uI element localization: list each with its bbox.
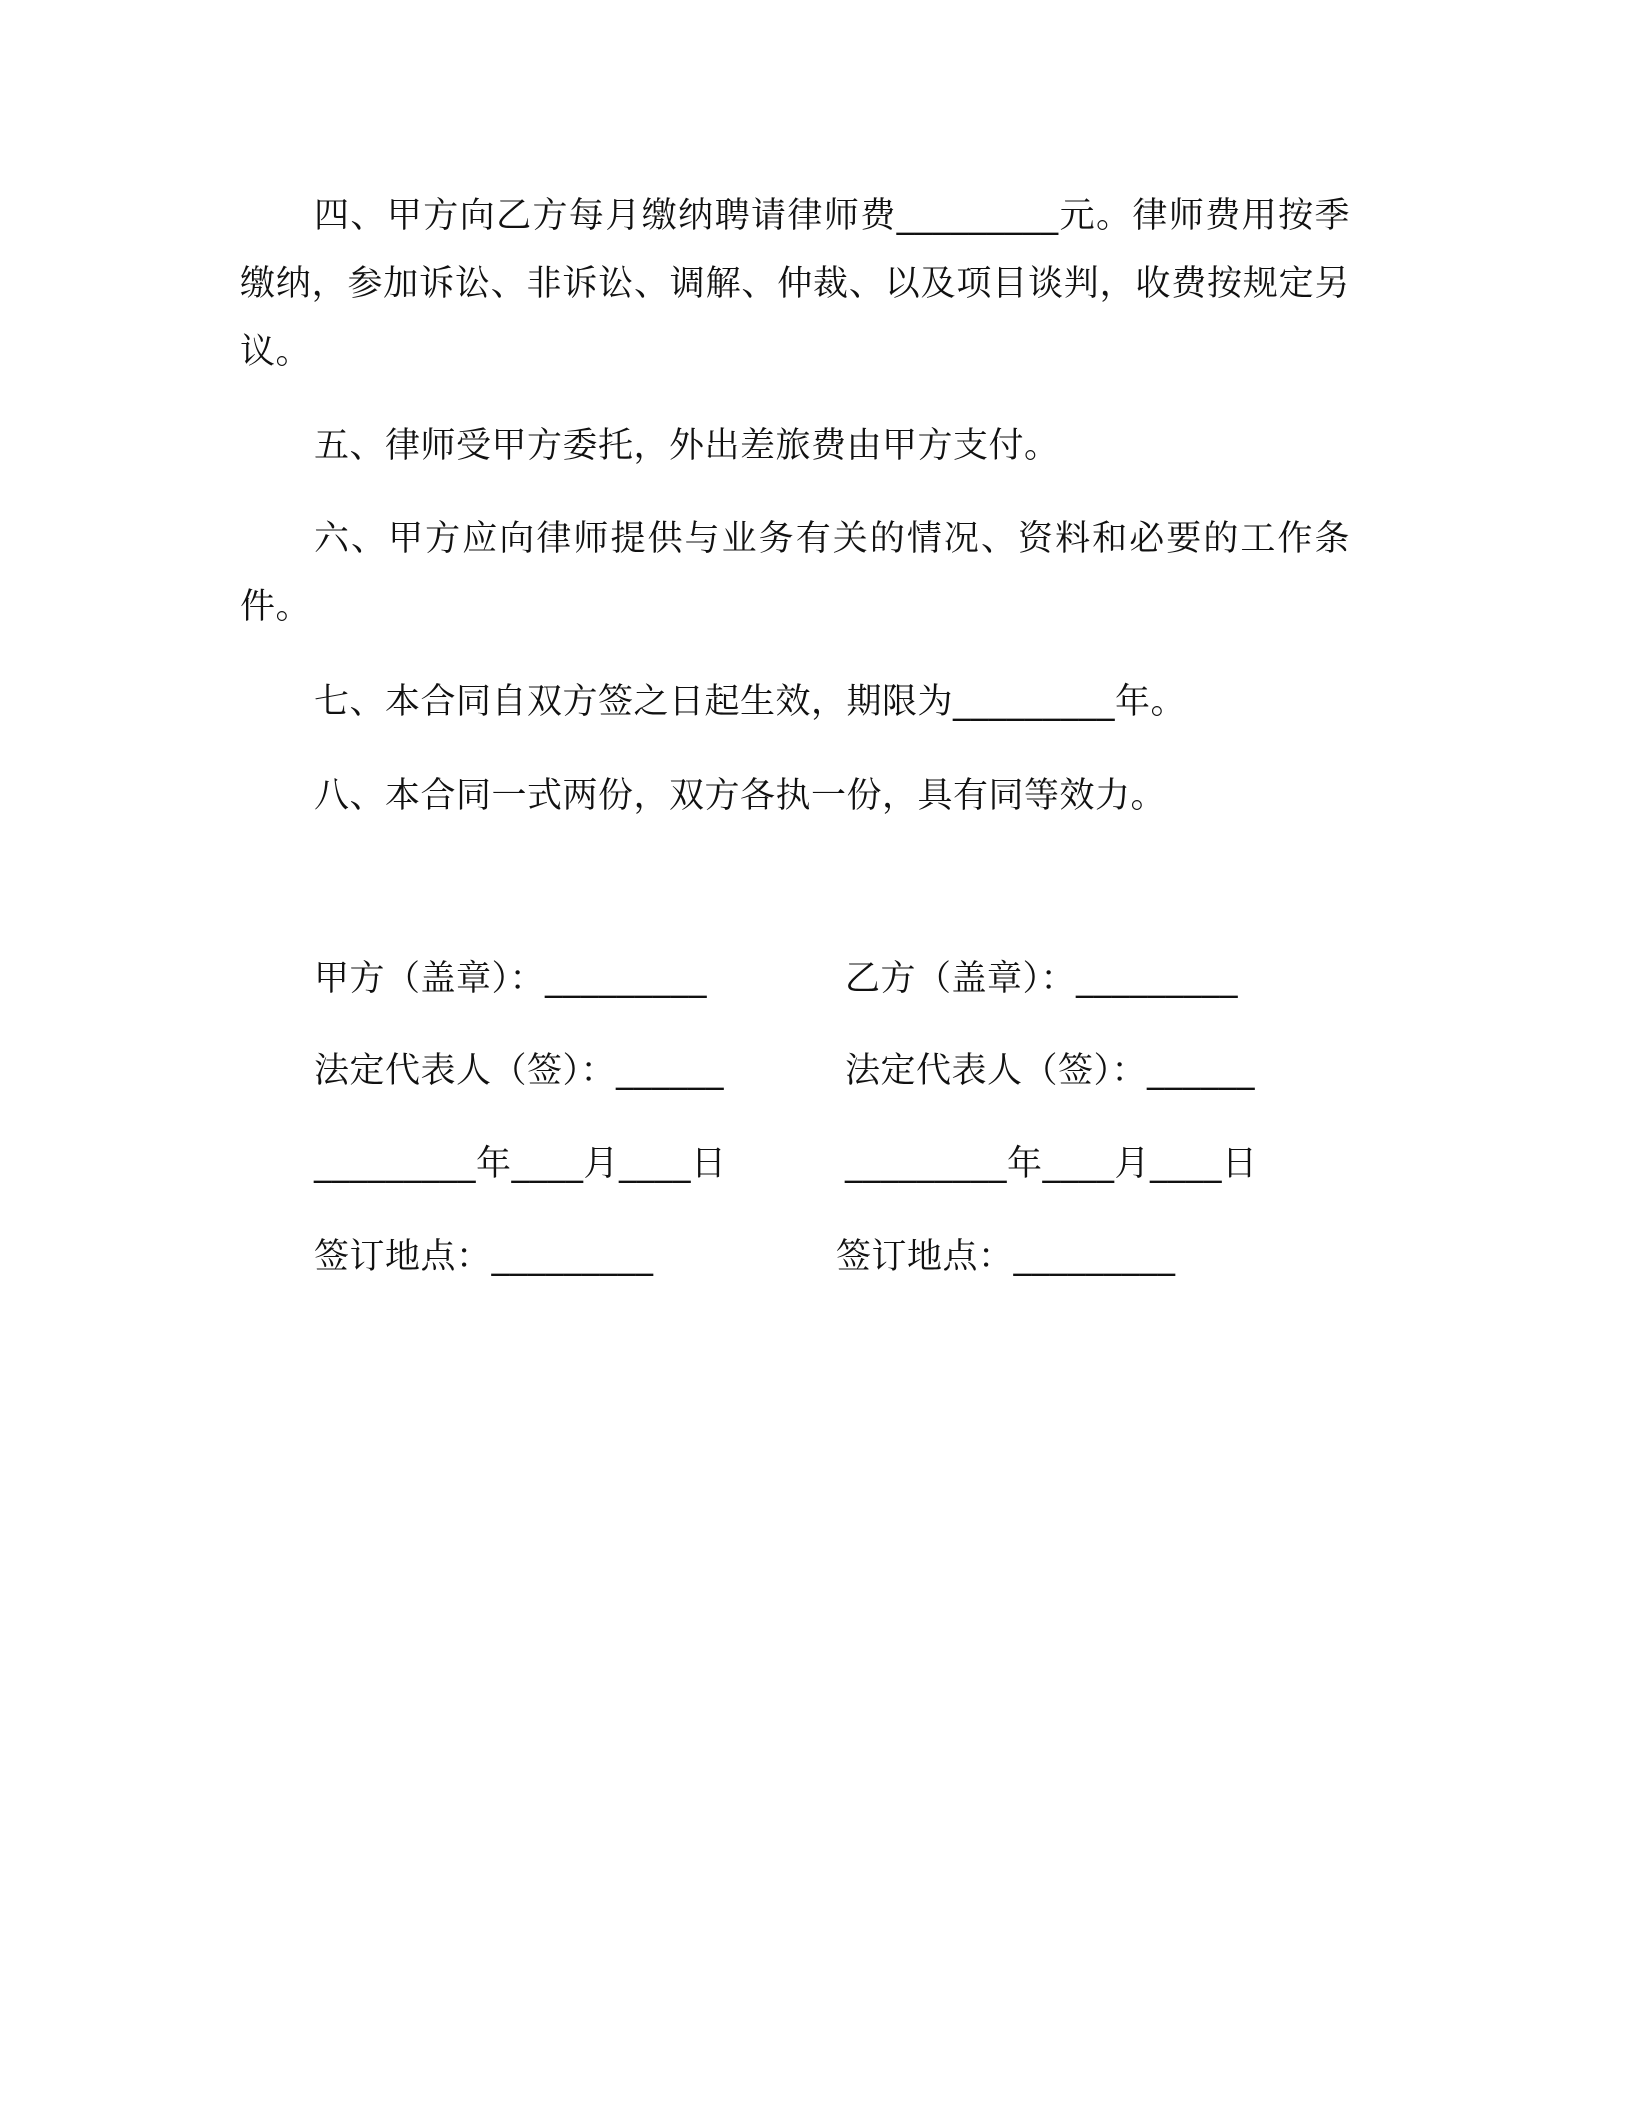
clause-8: 八、本合同一式两份，双方各执一份，具有同等效力。 [314,776,1167,816]
party-b-representative-line: 法定代表人（签）：______ [845,1051,1256,1091]
party-b-seal-line: 乙方（盖章）：_________ [845,959,1239,999]
party-b-signing-place-line: 签订地点：_________ [836,1237,1176,1277]
party-a-date-line: _________年____月____日 [314,1144,727,1184]
clause-4: 四、甲方向乙方每月缴纳聘请律师费_________元。律师费用按季缴纳，参加诉讼、非诉讼、调解、仲裁、以及项目谈判，收费按规定另议。 [240,196,1350,372]
party-a-seal-line: 甲方（盖章）：_________ [314,959,708,999]
clause-5: 五、律师受甲方委托，外出差旅费由甲方支付。 [314,426,1060,466]
party-b-date-line: _________年____月____日 [845,1144,1258,1184]
clause-7: 七、本合同自双方签之日起生效，期限为_________年。 [314,682,1187,722]
party-a-signing-place-line: 签订地点：_________ [314,1237,654,1277]
party-a-representative-line: 法定代表人（签）：______ [314,1051,725,1091]
clause-6: 六、甲方应向律师提供与业务有关的情况、资料和必要的工作条件。 [240,519,1350,627]
